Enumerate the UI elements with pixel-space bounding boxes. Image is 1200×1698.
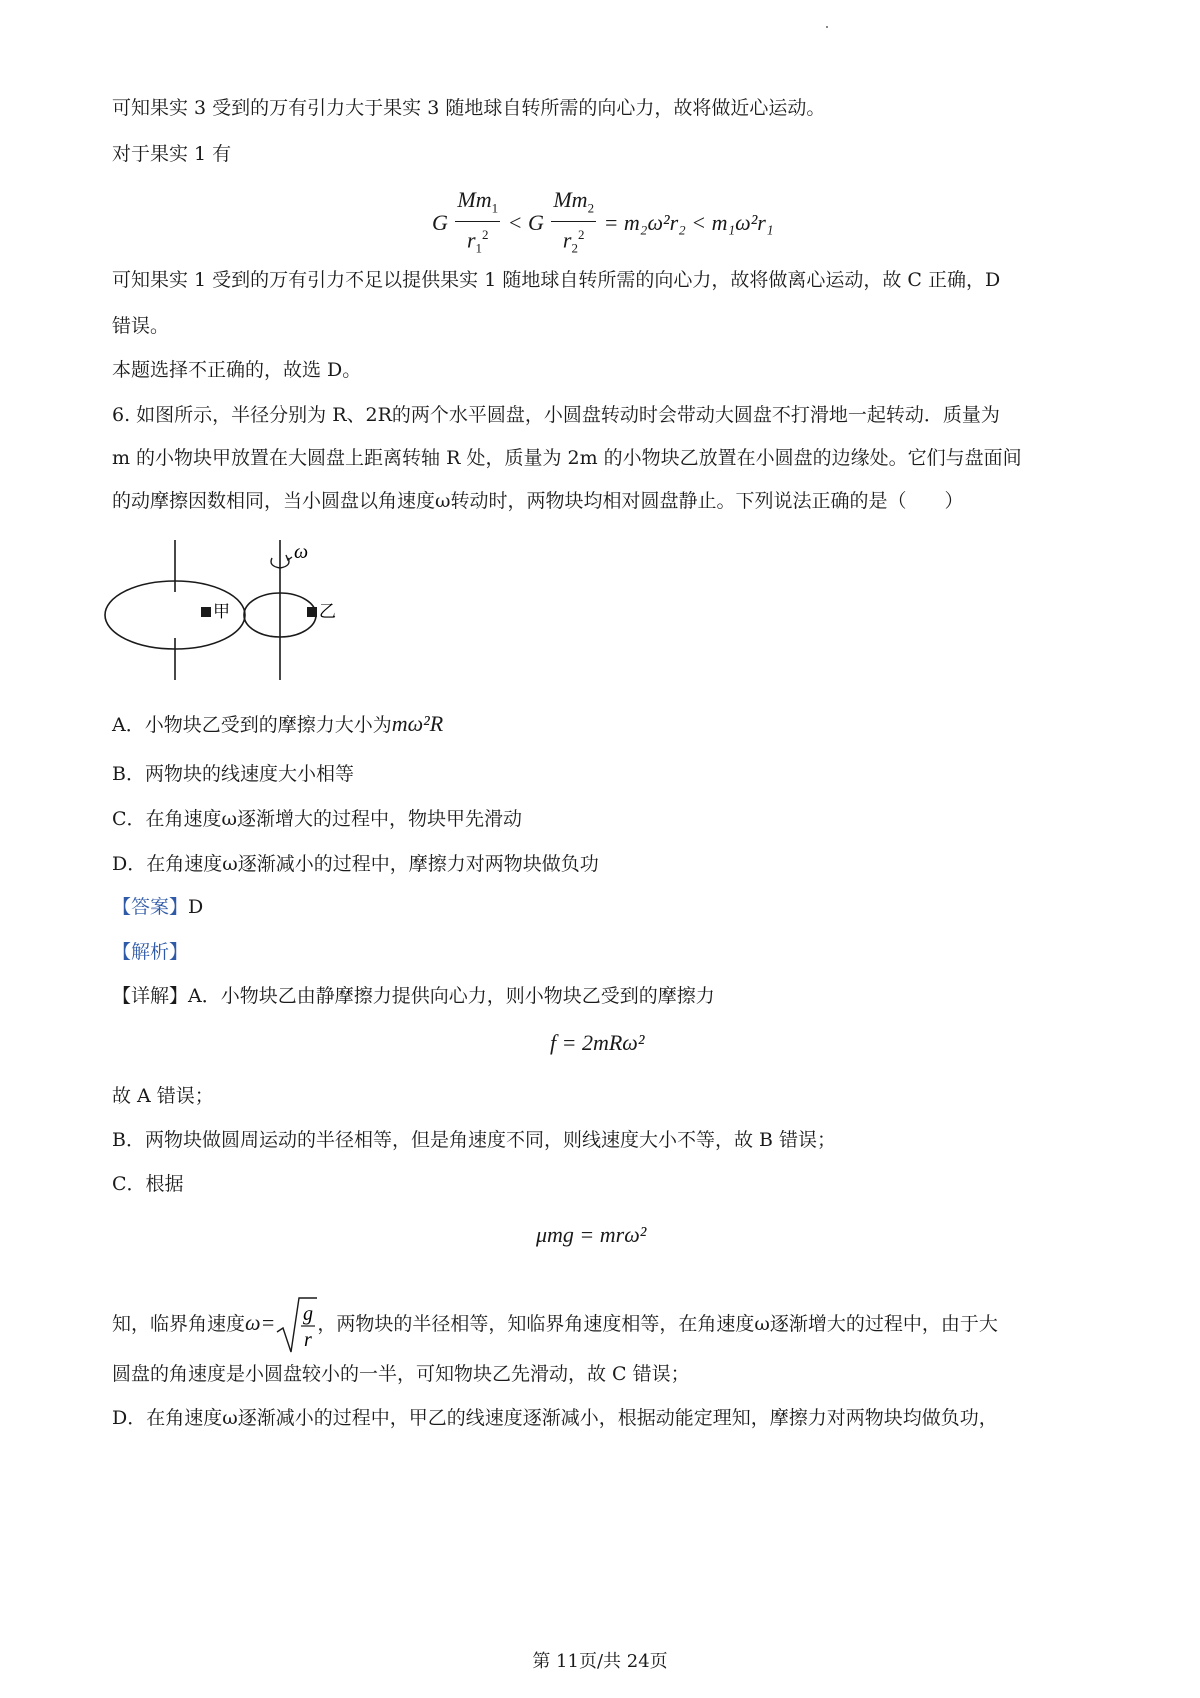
answer-line: 【答案】D (112, 896, 204, 918)
text-line: B．两物块做圆周运动的半径相等，但是角速度不同，则线速度大小不等，故 B 错误； (112, 1129, 837, 1151)
formula-critical: μmg = mrω² (536, 1222, 647, 1247)
sqrt-expression (275, 1296, 317, 1354)
text-line: 故 A 错误； (112, 1085, 214, 1107)
question-text: 的动摩擦因数相同，当小圆盘以角速度ω转动时，两物块均相对圆盘静止。下列说法正确的是（ ） (112, 490, 964, 512)
text-line: C．根据 (112, 1173, 184, 1195)
formula-friction: f = 2mRω² (550, 1030, 645, 1055)
disc-figure (100, 530, 380, 690)
text-line: 本题选择不正确的，故选 D。 (112, 359, 362, 381)
svg-text:r: r (304, 1329, 313, 1351)
option-a: A．小物块乙受到的摩擦力大小为mω²R (112, 711, 444, 736)
label-yi: 乙 (319, 602, 336, 622)
text-line: 可知果实 1 受到的万有引力不足以提供果实 1 随地球自转所需的向心力，故将做离心运动，故 C 正确，D (112, 269, 1001, 291)
text-line: 错误。 (112, 315, 170, 337)
option-d: D．在角速度ω逐渐减小的过程中，摩擦力对两物块做负功 (112, 853, 599, 875)
option-c: C．在角速度ω逐渐增大的过程中，物块甲先滑动 (112, 808, 523, 830)
option-b: B．两物块的线速度大小相等 (112, 763, 354, 785)
fraction: $\frac{Mm_1}{r_1^2}$ (457, 187, 499, 257)
formula-gravity-inequality: G $\frac{Mm_1}{r_1^2}$ < G $\frac{Mm_2}{r_2^2}$ = m₂ω²r₂ < m₁ω²r₁ (432, 188, 774, 262)
critical-omega-line: 知，临界角速度ω= g r ，两物块的半径相等，知临界角速度相等，在角速度ω逐渐增大的过程中，由于大 (112, 1296, 998, 1354)
text-line: 圆盘的角速度是小圆盘较小的一半，可知物块乙先滑动，故 C 错误； (112, 1363, 690, 1385)
omega-label: ω (294, 541, 309, 563)
analysis-tag: 【解析】 (112, 941, 189, 963)
detail-line: 【详解】A．小物块乙由静摩擦力提供向心力，则小物块乙受到的摩擦力 (112, 985, 715, 1007)
page-footer: 第 11页/共 24页 (532, 1651, 668, 1672)
text-line: D．在角速度ω逐渐减小的过程中，甲乙的线速度逐渐减小，根据动能定理知，摩擦力对两物块均做负功， (112, 1407, 998, 1429)
text-line: 可知果实 3 受到的万有引力大于果实 3 随地球自转所需的向心力，故将做近心运动。 (112, 97, 826, 119)
block-yi (307, 607, 317, 617)
question-text: 6. 如图所示，半径分别为 R、2R的两个水平圆盘，小圆盘转动时会带动大圆盘不打滑地一起转动．质量为 (112, 404, 1000, 426)
fraction: $\frac{Mm_2}{r_2^2}$ (553, 187, 595, 257)
svg-text:g: g (303, 1303, 314, 1325)
text-line: 对于果实 1 有 (112, 143, 232, 165)
label-jia: 甲 (213, 602, 230, 622)
question-text: m 的小物块甲放置在大圆盘上距离转轴 R 处，质量为 2m 的小物块乙放置在小圆盘的边缘处。它们与盘面间 (112, 447, 1022, 469)
block-jia (201, 607, 211, 617)
scan-dot (826, 26, 828, 28)
